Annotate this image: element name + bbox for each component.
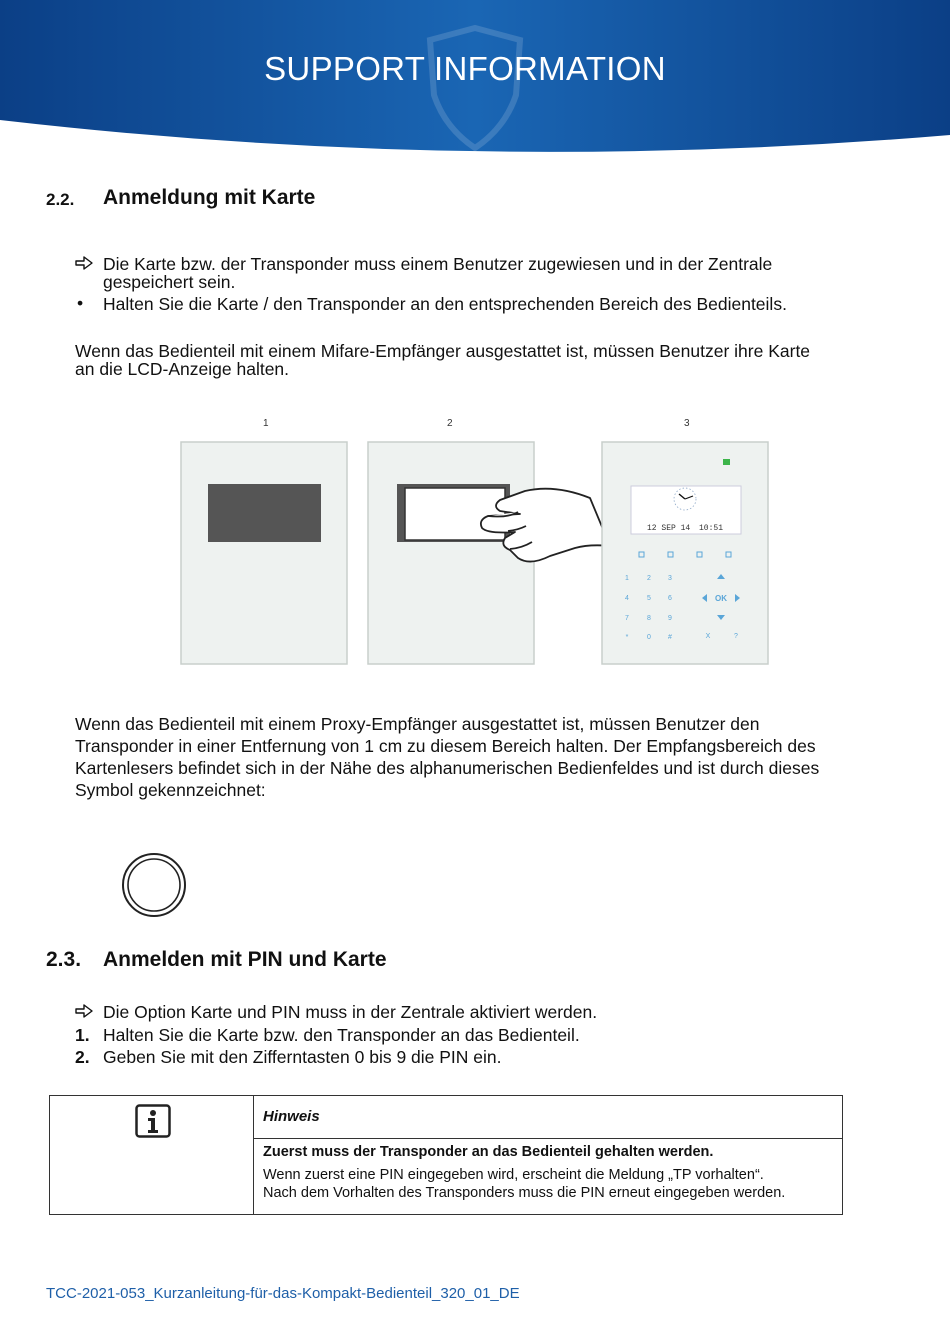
lcd-date: 12 SEP 14 — [647, 524, 691, 533]
step-text: Geben Sie mit den Zifferntasten 0 bis 9 die PIN ein. — [103, 1047, 502, 1067]
keypad-key: 1 — [625, 575, 629, 582]
note-icon-cell — [50, 1096, 254, 1214]
precondition-text: Die Option Karte und PIN muss in der Zentrale aktiviert werden. — [103, 1002, 598, 1022]
step-number: 2. — [75, 1047, 90, 1067]
arrow-right-icon — [75, 1004, 93, 1018]
keypad-panel-2 — [368, 442, 534, 664]
keypad-key: * — [625, 634, 629, 641]
keypad-key: 7 — [625, 615, 629, 622]
figure-label-1: 1 — [263, 418, 269, 429]
keypad-key: # — [668, 634, 672, 641]
step-text: Halten Sie die Karte bzw. den Transponder an das Bedienteil. — [103, 1025, 580, 1045]
info-icon — [135, 1104, 171, 1138]
note-heading: Hinweis — [263, 1108, 320, 1125]
card-login-illustration — [170, 408, 780, 673]
step-number: 1. — [75, 1025, 90, 1045]
page-title: SUPPORT INFORMATION — [264, 50, 666, 87]
card-reader-symbol-icon — [120, 852, 188, 918]
keypad-key: 8 — [647, 615, 651, 622]
keypad-key: 0 — [647, 634, 651, 641]
figure-label-3: 3 — [684, 418, 690, 429]
paragraph-proxy: Wenn das Bedienteil mit einem Proxy-Empfänger ausgestattet ist, müssen Benutzer den Transponder in einer Entfernung von 1 cm zu diesem Bereich halten. Der Empfangsbereich des Kartenlesers befindet sich in der Nähe des alphanumerischen Bedienfeldes und ist durch dieses Symbol gekennzeichnet: — [75, 714, 820, 800]
status-led-icon — [723, 459, 730, 465]
bullet-text: Halten Sie die Karte / den Transponder an den entsprechenden Bereich des Bedienteils. — [103, 294, 787, 314]
note-bold-text: Zuerst muss der Transponder an das Bedienteil gehalten werden. — [263, 1144, 714, 1160]
section-number: 2.2. — [46, 190, 75, 209]
ok-key: OK — [715, 594, 727, 603]
precondition-text: Die Karte bzw. der Transponder muss einem Benutzer zugewiesen und in der Zentrale gespeichert sein. — [103, 254, 773, 292]
section-title: Anmelden mit PIN und Karte — [103, 948, 387, 971]
lcd-time: 10:51 — [699, 524, 724, 533]
figure-label-2: 2 — [447, 418, 453, 429]
keypad-key: 6 — [668, 595, 672, 602]
lcd-display-dark — [208, 484, 321, 542]
keypad-panel-3 — [602, 442, 768, 664]
paragraph-mifare: Wenn das Bedienteil mit einem Mifare-Empfänger ausgestattet ist, müssen Benutzer ihre Karte an die LCD-Anzeige halten. — [75, 341, 811, 379]
keypad-key: 2 — [647, 575, 651, 582]
keypad-panel-1 — [181, 442, 347, 664]
note-text: Wenn zuerst eine PIN eingegeben wird, erscheint die Meldung „TP vorhalten“. — [263, 1167, 764, 1183]
help-key: ? — [734, 633, 738, 640]
x-key: X — [705, 633, 711, 640]
section-number: 2.3. — [46, 948, 82, 971]
note-text: Nach dem Vorhalten des Transponders muss die PIN erneut eingegeben werden. — [263, 1185, 786, 1201]
keypad-key: 3 — [668, 575, 672, 582]
note-box — [49, 1095, 843, 1215]
keypad-key: 9 — [668, 615, 672, 622]
keypad-key: 4 — [625, 595, 629, 602]
note-heading-row — [254, 1096, 842, 1139]
keypad-key: 5 — [647, 595, 651, 602]
section-title: Anmeldung mit Karte — [103, 186, 316, 209]
arrow-right-icon — [75, 256, 93, 270]
footer-document-id: TCC-2021-053_Kurzanleitung-für-das-Kompakt-Bedienteil_320_01_DE — [46, 1285, 520, 1302]
bullet-dot: • — [77, 293, 84, 313]
